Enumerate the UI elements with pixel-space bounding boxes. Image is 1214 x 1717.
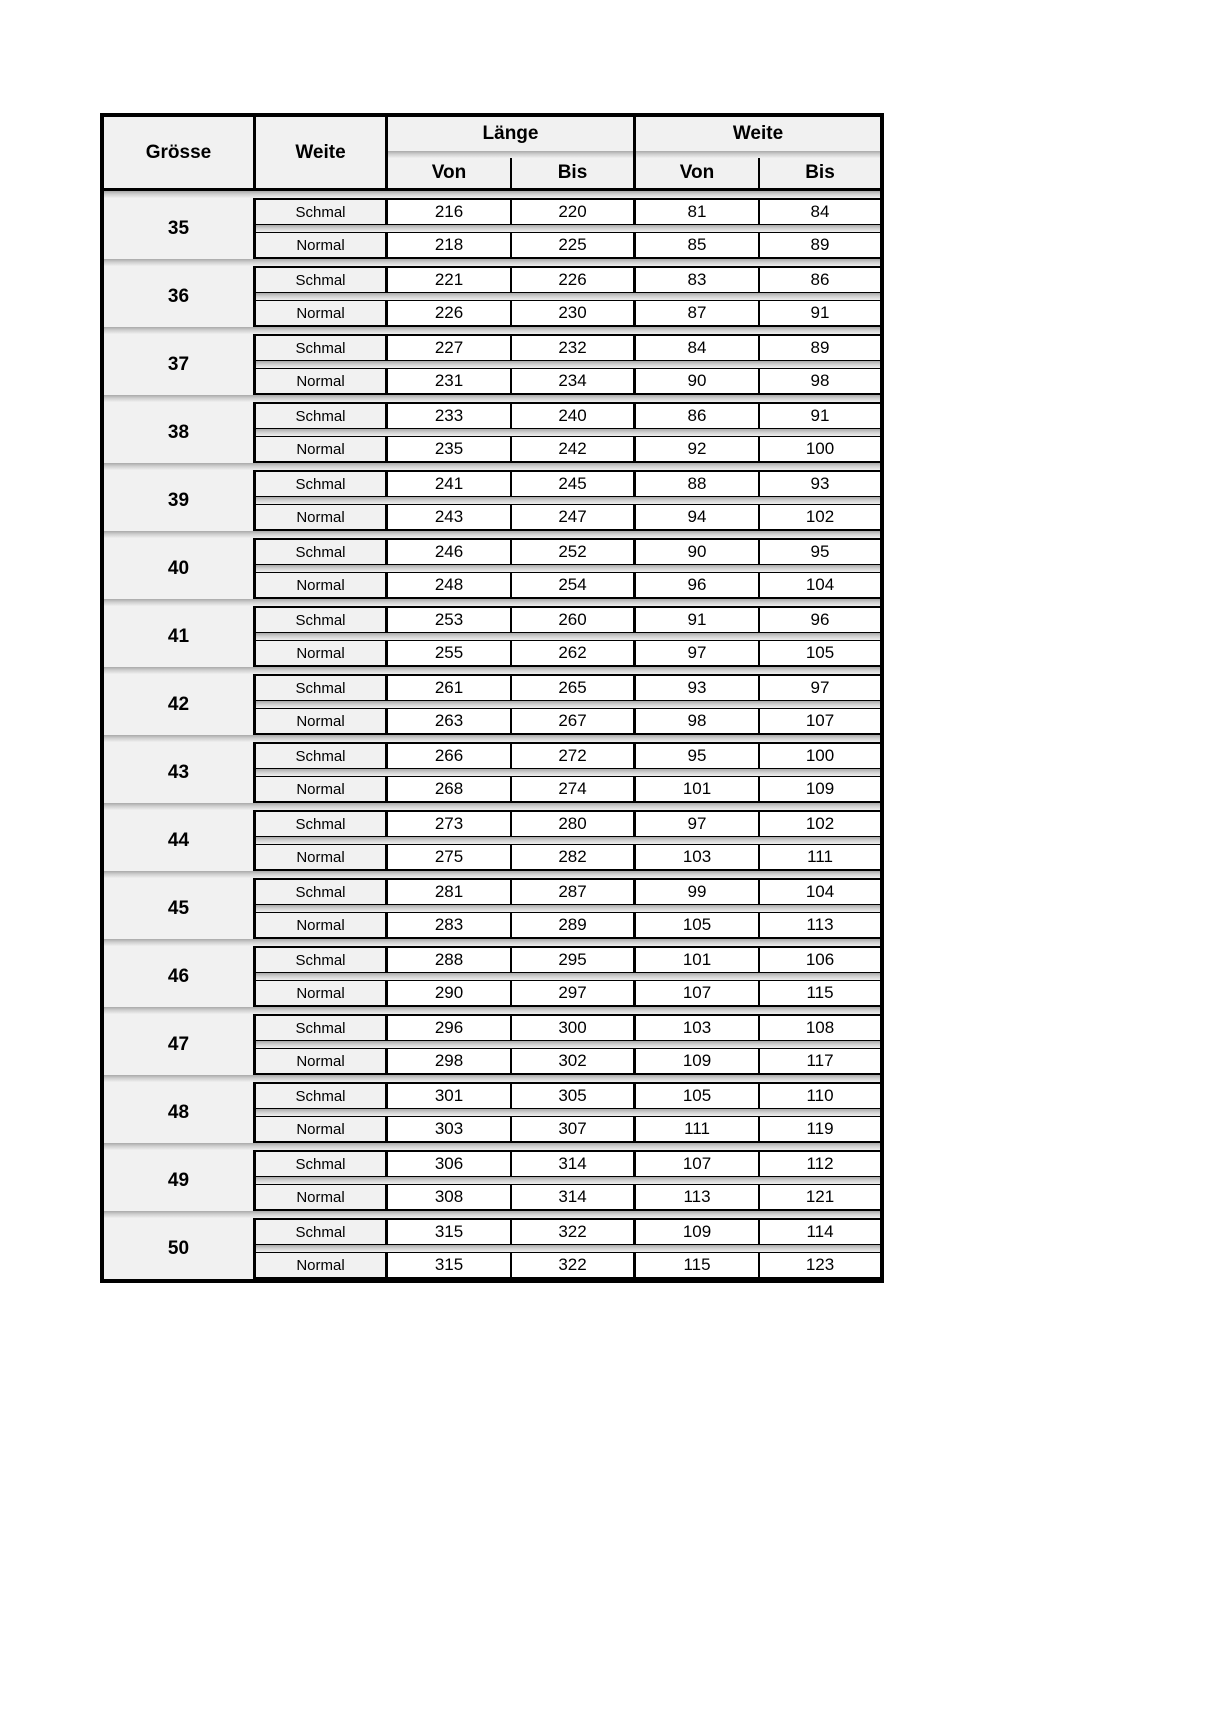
weite-bis-cell: 100 (760, 742, 880, 769)
laenge-bis-cell: 260 (512, 606, 636, 633)
laenge-von-cell: 273 (388, 810, 512, 837)
weite-von-cell: 87 (636, 300, 760, 327)
width-label-schmal: Schmal (256, 1150, 388, 1177)
size-chart (100, 113, 884, 1283)
laenge-von-cell: 216 (388, 198, 512, 225)
laenge-bis-cell: 287 (512, 878, 636, 905)
width-label-normal: Normal (256, 504, 388, 531)
laenge-von-cell: 268 (388, 776, 512, 803)
width-label-normal: Normal (256, 1048, 388, 1075)
weite-bis-cell: 104 (760, 878, 880, 905)
table-row-schmal (104, 742, 880, 769)
laenge-von-cell: 263 (388, 708, 512, 735)
weite-von-cell: 113 (636, 1184, 760, 1211)
weite-von-cell: 84 (636, 334, 760, 361)
weite-bis-cell: 96 (760, 606, 880, 633)
laenge-bis-cell: 225 (512, 232, 636, 259)
size-cell: 43 (104, 742, 256, 803)
table-row-schmal (104, 946, 880, 973)
header-group-laenge: Länge (388, 117, 636, 151)
width-label-normal: Normal (256, 368, 388, 395)
weite-bis-cell: 113 (760, 912, 880, 939)
width-label-normal: Normal (256, 776, 388, 803)
laenge-von-cell: 315 (388, 1218, 512, 1245)
laenge-bis-cell: 230 (512, 300, 636, 327)
width-label-schmal: Schmal (256, 1014, 388, 1041)
weite-von-cell: 93 (636, 674, 760, 701)
table-row-schmal (104, 334, 880, 361)
laenge-bis-cell: 220 (512, 198, 636, 225)
group-separator-groove (104, 395, 880, 402)
table-row-schmal (104, 1150, 880, 1177)
group-separator-groove (104, 327, 880, 334)
weite-bis-cell: 123 (760, 1252, 880, 1279)
weite-von-cell: 86 (636, 402, 760, 429)
header-laenge-bis: Bis (512, 158, 636, 191)
table-row-schmal (104, 810, 880, 837)
laenge-bis-cell: 322 (512, 1252, 636, 1279)
laenge-von-cell: 235 (388, 436, 512, 463)
laenge-bis-cell: 252 (512, 538, 636, 565)
laenge-bis-cell: 226 (512, 266, 636, 293)
weite-von-cell: 97 (636, 640, 760, 667)
weite-von-cell: 101 (636, 946, 760, 973)
weite-von-cell: 105 (636, 1082, 760, 1109)
weite-von-cell: 107 (636, 1150, 760, 1177)
size-cell: 36 (104, 266, 256, 327)
laenge-von-cell: 288 (388, 946, 512, 973)
laenge-bis-cell: 265 (512, 674, 636, 701)
size-cell: 38 (104, 402, 256, 463)
laenge-von-cell: 261 (388, 674, 512, 701)
weite-bis-cell: 108 (760, 1014, 880, 1041)
weite-bis-cell: 111 (760, 844, 880, 871)
size-cell: 42 (104, 674, 256, 735)
table-row-schmal (104, 402, 880, 429)
laenge-von-cell: 275 (388, 844, 512, 871)
table-row-schmal (104, 1014, 880, 1041)
laenge-von-cell: 315 (388, 1252, 512, 1279)
weite-bis-cell: 93 (760, 470, 880, 497)
weite-bis-cell: 109 (760, 776, 880, 803)
weite-von-cell: 115 (636, 1252, 760, 1279)
weite-von-cell: 103 (636, 844, 760, 871)
laenge-bis-cell: 322 (512, 1218, 636, 1245)
weite-von-cell: 95 (636, 742, 760, 769)
laenge-von-cell: 233 (388, 402, 512, 429)
laenge-bis-cell: 314 (512, 1150, 636, 1177)
laenge-von-cell: 246 (388, 538, 512, 565)
table-row-schmal (104, 198, 880, 225)
width-label-schmal: Schmal (256, 266, 388, 293)
width-label-schmal: Schmal (256, 198, 388, 225)
laenge-bis-cell: 267 (512, 708, 636, 735)
laenge-von-cell: 231 (388, 368, 512, 395)
laenge-bis-cell: 289 (512, 912, 636, 939)
size-cell: 50 (104, 1218, 256, 1279)
weite-von-cell: 98 (636, 708, 760, 735)
weite-bis-cell: 100 (760, 436, 880, 463)
width-label-schmal: Schmal (256, 538, 388, 565)
group-separator-groove (104, 871, 880, 878)
laenge-bis-cell: 295 (512, 946, 636, 973)
weite-von-cell: 88 (636, 470, 760, 497)
size-table (100, 113, 884, 1283)
width-label-normal: Normal (256, 572, 388, 599)
laenge-von-cell: 243 (388, 504, 512, 531)
size-cell: 44 (104, 810, 256, 871)
weite-bis-cell: 91 (760, 300, 880, 327)
laenge-bis-cell: 234 (512, 368, 636, 395)
laenge-von-cell: 298 (388, 1048, 512, 1075)
weite-bis-cell: 104 (760, 572, 880, 599)
width-label-schmal: Schmal (256, 946, 388, 973)
width-label-normal: Normal (256, 640, 388, 667)
laenge-bis-cell: 282 (512, 844, 636, 871)
laenge-von-cell: 221 (388, 266, 512, 293)
laenge-bis-cell: 274 (512, 776, 636, 803)
size-cell: 39 (104, 470, 256, 531)
width-label-normal: Normal (256, 980, 388, 1007)
header-weite-bis: Bis (760, 158, 880, 191)
weite-von-cell: 97 (636, 810, 760, 837)
weite-von-cell: 99 (636, 878, 760, 905)
laenge-von-cell: 308 (388, 1184, 512, 1211)
width-label-normal: Normal (256, 436, 388, 463)
header-laenge-von: Von (388, 158, 512, 191)
width-label-schmal: Schmal (256, 402, 388, 429)
group-separator-groove (104, 531, 880, 538)
table-row-schmal (104, 606, 880, 633)
laenge-bis-cell: 302 (512, 1048, 636, 1075)
table-row-schmal (104, 538, 880, 565)
weite-bis-cell: 102 (760, 810, 880, 837)
size-cell: 49 (104, 1150, 256, 1211)
width-label-normal: Normal (256, 1252, 388, 1279)
group-separator-groove (104, 1143, 880, 1150)
laenge-von-cell: 253 (388, 606, 512, 633)
laenge-bis-cell: 314 (512, 1184, 636, 1211)
group-separator-groove (104, 1075, 880, 1082)
laenge-von-cell: 283 (388, 912, 512, 939)
laenge-bis-cell: 272 (512, 742, 636, 769)
weite-von-cell: 83 (636, 266, 760, 293)
laenge-bis-cell: 280 (512, 810, 636, 837)
table-row-schmal (104, 1082, 880, 1109)
weite-bis-cell: 112 (760, 1150, 880, 1177)
laenge-von-cell: 226 (388, 300, 512, 327)
laenge-von-cell: 290 (388, 980, 512, 1007)
width-label-normal: Normal (256, 1184, 388, 1211)
size-table-body (104, 198, 880, 1279)
weite-bis-cell: 117 (760, 1048, 880, 1075)
table-row-schmal (104, 470, 880, 497)
group-separator-groove (104, 1211, 880, 1218)
weite-von-cell: 101 (636, 776, 760, 803)
weite-bis-cell: 110 (760, 1082, 880, 1109)
weite-bis-cell: 106 (760, 946, 880, 973)
table-row-schmal (104, 878, 880, 905)
laenge-bis-cell: 262 (512, 640, 636, 667)
weite-bis-cell: 95 (760, 538, 880, 565)
weite-von-cell: 85 (636, 232, 760, 259)
width-label-schmal: Schmal (256, 606, 388, 633)
size-table-header (104, 117, 880, 198)
table-row-schmal (104, 266, 880, 293)
laenge-von-cell: 255 (388, 640, 512, 667)
weite-von-cell: 92 (636, 436, 760, 463)
weite-bis-cell: 119 (760, 1116, 880, 1143)
width-label-normal: Normal (256, 1116, 388, 1143)
laenge-von-cell: 227 (388, 334, 512, 361)
laenge-bis-cell: 247 (512, 504, 636, 531)
laenge-bis-cell: 254 (512, 572, 636, 599)
weite-bis-cell: 114 (760, 1218, 880, 1245)
header-weite-von: Von (636, 158, 760, 191)
laenge-bis-cell: 305 (512, 1082, 636, 1109)
width-label-schmal: Schmal (256, 334, 388, 361)
size-cell: 37 (104, 334, 256, 395)
laenge-bis-cell: 297 (512, 980, 636, 1007)
size-cell: 35 (104, 198, 256, 259)
weite-von-cell: 90 (636, 538, 760, 565)
weite-von-cell: 81 (636, 198, 760, 225)
laenge-bis-cell: 242 (512, 436, 636, 463)
width-label-schmal: Schmal (256, 470, 388, 497)
laenge-bis-cell: 300 (512, 1014, 636, 1041)
laenge-von-cell: 218 (388, 232, 512, 259)
weite-bis-cell: 86 (760, 266, 880, 293)
laenge-von-cell: 306 (388, 1150, 512, 1177)
width-label-schmal: Schmal (256, 742, 388, 769)
weite-von-cell: 96 (636, 572, 760, 599)
laenge-von-cell: 303 (388, 1116, 512, 1143)
group-separator-groove (104, 667, 880, 674)
laenge-von-cell: 296 (388, 1014, 512, 1041)
weite-bis-cell: 91 (760, 402, 880, 429)
weite-von-cell: 111 (636, 1116, 760, 1143)
weite-von-cell: 94 (636, 504, 760, 531)
size-cell: 48 (104, 1082, 256, 1143)
weite-von-cell: 90 (636, 368, 760, 395)
header-bottom-groove (104, 191, 880, 198)
width-label-schmal: Schmal (256, 878, 388, 905)
weite-von-cell: 103 (636, 1014, 760, 1041)
weite-bis-cell: 105 (760, 640, 880, 667)
weite-bis-cell: 121 (760, 1184, 880, 1211)
laenge-bis-cell: 232 (512, 334, 636, 361)
weite-von-cell: 105 (636, 912, 760, 939)
width-label-schmal: Schmal (256, 1218, 388, 1245)
laenge-von-cell: 248 (388, 572, 512, 599)
weite-von-cell: 109 (636, 1048, 760, 1075)
laenge-von-cell: 281 (388, 878, 512, 905)
table-row-schmal (104, 674, 880, 701)
width-label-schmal: Schmal (256, 1082, 388, 1109)
weite-bis-cell: 98 (760, 368, 880, 395)
group-separator-groove (104, 939, 880, 946)
group-separator-groove (104, 1007, 880, 1014)
weite-bis-cell: 107 (760, 708, 880, 735)
weite-von-cell: 107 (636, 980, 760, 1007)
width-label-normal: Normal (256, 300, 388, 327)
laenge-von-cell: 301 (388, 1082, 512, 1109)
laenge-bis-cell: 307 (512, 1116, 636, 1143)
header-group-weite: Weite (636, 117, 880, 151)
width-label-normal: Normal (256, 708, 388, 735)
weite-bis-cell: 89 (760, 232, 880, 259)
size-cell: 41 (104, 606, 256, 667)
weite-bis-cell: 115 (760, 980, 880, 1007)
table-row-schmal (104, 1218, 880, 1245)
group-separator-groove (104, 735, 880, 742)
group-separator-groove (104, 463, 880, 470)
weite-bis-cell: 102 (760, 504, 880, 531)
width-label-schmal: Schmal (256, 674, 388, 701)
laenge-von-cell: 241 (388, 470, 512, 497)
weite-bis-cell: 89 (760, 334, 880, 361)
laenge-bis-cell: 245 (512, 470, 636, 497)
width-label-normal: Normal (256, 912, 388, 939)
weite-von-cell: 91 (636, 606, 760, 633)
size-cell: 46 (104, 946, 256, 1007)
group-separator-groove (104, 599, 880, 606)
width-label-normal: Normal (256, 844, 388, 871)
size-cell: 47 (104, 1014, 256, 1075)
size-cell: 40 (104, 538, 256, 599)
laenge-von-cell: 266 (388, 742, 512, 769)
size-cell: 45 (104, 878, 256, 939)
width-label-normal: Normal (256, 232, 388, 259)
header-groesse: Grösse (104, 117, 256, 191)
weite-von-cell: 109 (636, 1218, 760, 1245)
group-separator-groove (104, 803, 880, 810)
laenge-bis-cell: 240 (512, 402, 636, 429)
weite-bis-cell: 97 (760, 674, 880, 701)
group-separator-groove (104, 259, 880, 266)
width-label-schmal: Schmal (256, 810, 388, 837)
weite-bis-cell: 84 (760, 198, 880, 225)
header-weite-column: Weite (256, 117, 388, 191)
